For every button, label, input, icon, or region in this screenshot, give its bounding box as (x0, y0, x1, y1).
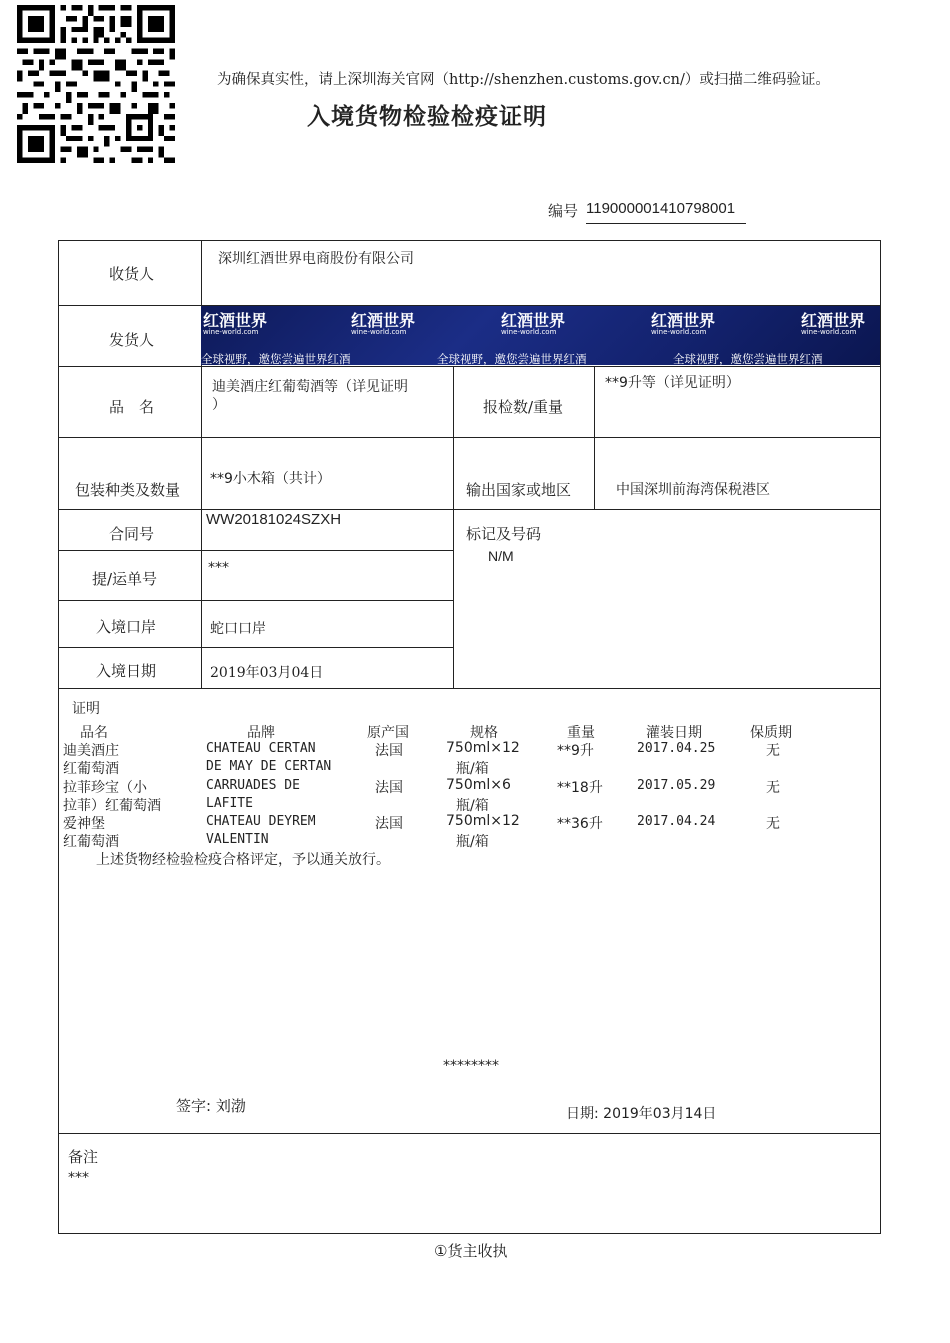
goods-name: 爱神堡 (63, 816, 105, 832)
goods-brand: VALENTIN (206, 832, 269, 847)
package-label: 包装种类及数量 (75, 481, 181, 499)
product-label: 品 名 (109, 398, 155, 416)
marks-label: 标记及号码 (466, 525, 542, 543)
column-header: 重量 (567, 725, 595, 741)
banner-slogan: 全球视野，邀您尝遍世界红酒 (201, 352, 351, 365)
goods-country: 法国 (375, 780, 403, 796)
certificate-statement: 上述货物经检验检疫合格评定，予以通关放行。 (96, 852, 390, 868)
contract-label: 合同号 (109, 525, 155, 543)
goods-spec: 瓶/箱 (456, 798, 489, 814)
goods-country: 法国 (375, 743, 403, 759)
goods-brand: DE MAY DE CERTAN (206, 759, 332, 774)
goods-spec: 750ml×12 (446, 813, 520, 829)
cert-number-underline (586, 223, 746, 224)
goods-spec: 750ml×6 (446, 777, 511, 793)
port-value: 蛇口口岸 (210, 621, 266, 637)
goods-spec: 瓶/箱 (456, 834, 489, 850)
banner-domain: wine-world.com (651, 328, 707, 336)
remarks-label: 备注 (68, 1148, 99, 1166)
goods-fill-date: 2017.04.24 (637, 814, 716, 829)
goods-brand: CARRUADES DE (206, 778, 300, 793)
table-border-bottom (58, 1233, 881, 1234)
package-value: **9小木箱（共计） (210, 471, 331, 487)
origin-value: 中国深圳前海湾保税港区 (616, 482, 770, 498)
row-divider (58, 509, 881, 510)
goods-name: 红葡萄酒 (63, 761, 119, 777)
banner-logo: 红酒世界 (501, 311, 566, 330)
table-border-left (58, 240, 59, 1234)
goods-weight: **36升 (557, 816, 603, 832)
column-header: 品名 (80, 725, 108, 741)
column-header: 规格 (470, 725, 498, 741)
column-header: 灌装日期 (646, 725, 702, 741)
goods-brand: CHATEAU CERTAN (206, 741, 316, 756)
quantity-value: **9升等（详见证明） (605, 375, 740, 391)
origin-label: 输出国家或地区 (466, 481, 572, 499)
document-title: 入境货物检验检疫证明 (307, 104, 547, 130)
banner-domain: wine-world.com (501, 328, 557, 336)
column-header: 保质期 (750, 725, 792, 741)
row-divider (58, 600, 453, 601)
contract-value: WW20181024SZXH (206, 511, 342, 528)
goods-weight: **9升 (557, 743, 594, 759)
row-divider (58, 366, 881, 367)
certificate-label: 证明 (72, 701, 100, 717)
goods-brand: LAFITE (206, 796, 253, 811)
goods-name: 拉菲珍宝（小 (63, 780, 147, 796)
table-border-right (880, 240, 881, 1234)
entry-date-value: 2019年03月04日 (210, 665, 324, 681)
column-divider (594, 366, 595, 509)
qr-code (17, 5, 175, 163)
column-header: 原产国 (367, 725, 409, 741)
copy-footer: ①货主收执 (434, 1242, 508, 1260)
banner-logo: 红酒世界 (203, 311, 268, 330)
goods-name: 红葡萄酒 (63, 834, 119, 850)
table-border-top (58, 240, 881, 241)
goods-spec: 750ml×12 (446, 740, 520, 756)
remarks-value: *** (68, 1170, 89, 1186)
goods-fill-date: 2017.04.25 (637, 741, 716, 756)
banner-domain: wine-world.com (351, 328, 407, 336)
bill-value: *** (208, 560, 229, 576)
shipper-label: 发货人 (109, 331, 155, 349)
signature: 签字: 刘渤 (176, 1097, 246, 1115)
row-divider (58, 647, 453, 648)
goods-brand: CHATEAU DEYREM (206, 814, 316, 829)
port-label: 入境口岸 (96, 618, 157, 636)
row-divider (58, 1133, 881, 1134)
goods-shelf-life: 无 (766, 816, 780, 832)
banner-domain: wine-world.com (801, 328, 857, 336)
column-header: 品牌 (247, 725, 275, 741)
goods-fill-date: 2017.05.29 (637, 778, 716, 793)
product-value: 迪美酒庄红葡萄酒等（详见证明 ） (212, 379, 408, 413)
goods-spec: 瓶/箱 (456, 761, 489, 777)
verification-notice: 为确保真实性，请上深圳海关官网（http://shenzhen.customs.gov.cn/）或扫描二维码验证。 (217, 72, 830, 88)
cert-number-label: 编号 (548, 202, 579, 220)
row-divider (58, 437, 881, 438)
entry-date-label: 入境日期 (96, 662, 157, 680)
goods-shelf-life: 无 (766, 780, 780, 796)
consignee-label: 收货人 (109, 265, 155, 283)
banner-logo: 红酒世界 (651, 311, 716, 330)
certificate-stars: ******** (443, 1058, 499, 1074)
goods-weight: **18升 (557, 780, 603, 796)
cert-number: 119000001410798001 (586, 200, 736, 217)
bill-label: 提/运单号 (92, 570, 158, 588)
goods-shelf-life: 无 (766, 743, 780, 759)
issue-date: 日期: 2019年03月14日 (566, 1106, 717, 1122)
quantity-label: 报检数/重量 (483, 398, 564, 416)
banner-domain: wine-world.com (203, 328, 259, 336)
goods-name: 拉菲）红葡萄酒 (63, 798, 161, 814)
banner-slogan: 全球视野，邀您尝遍世界红酒 (673, 352, 823, 365)
shipper-banner-image (201, 306, 880, 365)
column-divider (453, 366, 454, 688)
goods-name: 迪美酒庄 (63, 743, 119, 759)
banner-slogan: 全球视野，邀您尝遍世界红酒 (437, 352, 587, 365)
banner-logo: 红酒世界 (801, 311, 866, 330)
row-divider (58, 550, 453, 551)
consignee-value: 深圳红酒世界电商股份有限公司 (218, 251, 414, 267)
row-divider (58, 688, 881, 689)
banner-logo: 红酒世界 (351, 311, 416, 330)
goods-country: 法国 (375, 816, 403, 832)
marks-value: N/M (488, 548, 514, 564)
